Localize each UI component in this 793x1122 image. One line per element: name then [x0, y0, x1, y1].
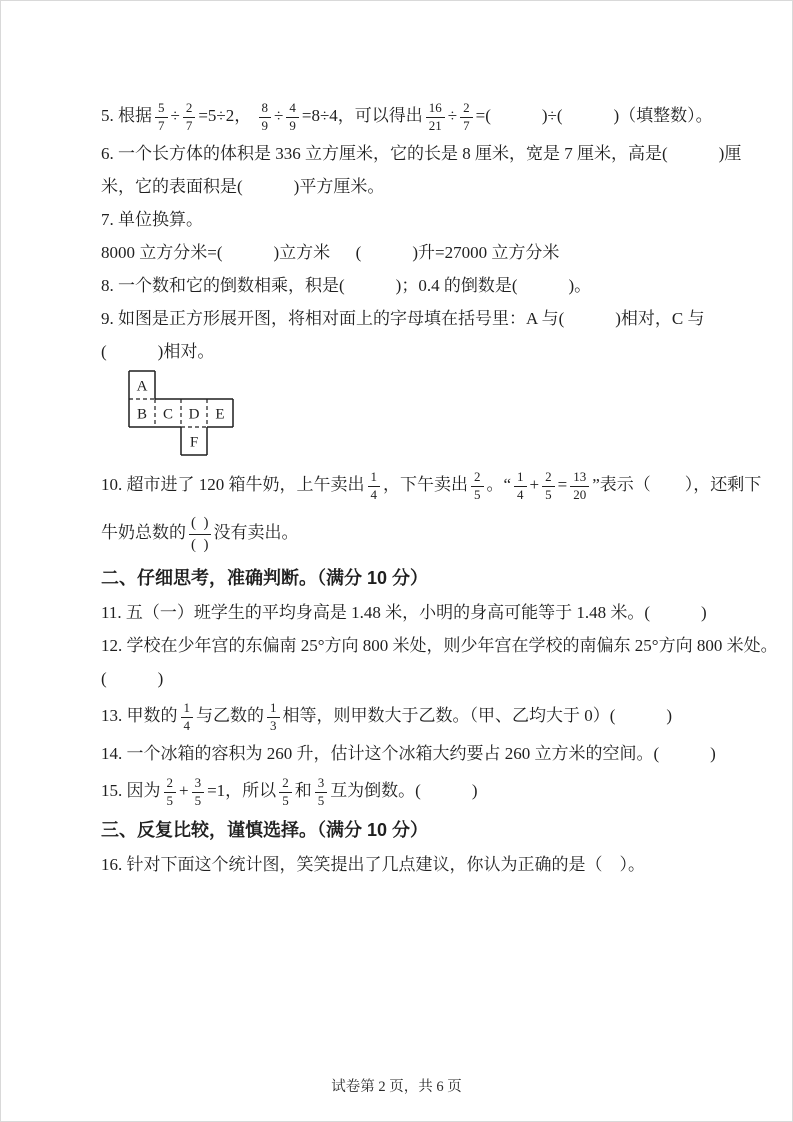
- question-5-text: ÷: [274, 106, 284, 125]
- fraction-numerator: 1: [181, 700, 194, 718]
- question-6-line-2: 米，它的表面积是( )平方厘米。: [101, 177, 385, 196]
- question-13-blank: 相等，则甲数大于乙数。（甲、乙均大于 0）( ): [282, 706, 673, 725]
- question-5-text: =8÷4，可以得出: [301, 106, 423, 125]
- fraction-1-4: [368, 469, 381, 504]
- fraction-denominator: 5: [282, 792, 289, 808]
- question-10-blank: ”表示（ ），还剩下: [592, 475, 762, 494]
- question-16: 16. 针对下面这个统计图，笑笑提出了几点建议，你认为正确的是（ ）。: [101, 855, 645, 874]
- question-5: [101, 95, 722, 137]
- fraction-numerator: 3: [315, 775, 328, 793]
- fraction-3-5: [315, 775, 328, 810]
- fraction-numerator: 2: [460, 100, 473, 118]
- question-12-line-1: 12. 学校在少年宫的东偏南 25°方向 800 米处，则少年宫在学校的南偏东 25°方向 800 米处。: [101, 636, 778, 655]
- fraction-1-4: [514, 469, 527, 504]
- question-15-blank: 互为倒数。( ): [330, 781, 478, 800]
- blank-fraction-numerator: ( ): [189, 513, 211, 535]
- fraction-denominator: 9: [289, 117, 296, 133]
- question-10-text: +: [529, 475, 540, 494]
- question-10-text: 牛奶总数的: [101, 523, 186, 542]
- fraction-denominator: 4: [370, 486, 377, 502]
- fraction-denominator: 5: [166, 792, 173, 808]
- question-8: 8. 一个数和它的倒数相乘，积是( )；0.4 的倒数是( )。: [101, 276, 592, 295]
- fraction-denominator: 5: [194, 792, 202, 808]
- cube-net-diagram: [128, 370, 234, 456]
- net-face-c: C: [162, 406, 174, 423]
- question-14: 14. 一个冰箱的容积为 260 升，估计这个冰箱大约要占 260 立方米的空间。( ): [101, 744, 716, 763]
- question-10-line-1: [101, 464, 762, 506]
- fraction-8-9: [259, 100, 272, 135]
- question-10-text: =: [557, 475, 568, 494]
- page-footer: 试卷第 2 页，共 6 页: [331, 1079, 462, 1095]
- fraction-denominator: 7: [158, 117, 165, 133]
- question-5-text: ÷: [447, 106, 458, 125]
- question-13-text: 13. 甲数的: [101, 706, 178, 725]
- question-11: 11. 五（一）班学生的平均身高是 1.48 米，小明的身高可能等于 1.48 米。( ): [101, 603, 707, 622]
- fraction-denominator: 20: [573, 486, 587, 502]
- question-5-text: 5. 根据: [101, 106, 152, 125]
- fraction-denominator: 21: [428, 117, 442, 133]
- exam-content: [1, 1, 792, 881]
- fraction-denominator: 5: [317, 792, 325, 808]
- fraction-2-5: [471, 469, 484, 504]
- fraction-numerator: 16: [426, 100, 445, 118]
- fraction-denominator: 5: [545, 486, 552, 502]
- fraction-numerator: 13: [570, 469, 589, 487]
- fraction-2-7: [460, 100, 473, 135]
- fraction-2-5: [542, 469, 555, 504]
- fraction-16-21: [426, 100, 445, 135]
- question-9-line-1: 9. 如图是正方形展开图，将相对面上的字母填在括号里：A 与( )相对，C 与: [101, 309, 705, 328]
- fraction-numerator: 2: [183, 100, 196, 118]
- fraction-5-7: [155, 100, 168, 135]
- fraction-denominator: 7: [185, 117, 193, 133]
- section-3-heading: 三、反复比较，谨慎选择。（满分 10 分）: [101, 820, 429, 840]
- question-5-text: =5÷2，: [198, 106, 256, 125]
- question-15: [101, 770, 722, 812]
- fraction-numerator: 2: [164, 775, 177, 793]
- fraction-2-7: [183, 100, 196, 135]
- section-2-heading: 二、仔细思考，准确判断。（满分 10 分）: [101, 568, 429, 588]
- question-10-text: ，下午卖出: [383, 475, 468, 494]
- cube-net-figure: [128, 370, 722, 458]
- fraction-denominator: 9: [261, 117, 269, 133]
- fraction-denominator: 5: [474, 486, 481, 502]
- question-15-text: 15. 因为: [101, 781, 161, 800]
- fraction-numerator: 2: [542, 469, 555, 487]
- fraction-1-4: [181, 700, 194, 735]
- question-9-line-2: ( )相对。: [101, 342, 215, 361]
- blank-fraction-denominator: ( ): [191, 536, 209, 553]
- fraction-numerator: 1: [368, 469, 381, 487]
- net-face-e: E: [215, 406, 225, 423]
- fraction-numerator: 3: [192, 775, 205, 793]
- fraction-numerator: 2: [279, 775, 292, 793]
- question-6-line-1: 6. 一个长方体的体积是 336 立方厘米，它的长是 8 厘米，宽是 7 厘米，高是( )厘: [101, 144, 742, 163]
- question-5-blank: =( )÷( )（填整数）。: [475, 106, 713, 125]
- fraction-numerator: 5: [155, 100, 168, 118]
- net-face-b: B: [136, 406, 148, 423]
- question-7-conversion: 8000 立方分米=( )立方米 ( )升=27000 立方分米: [101, 243, 560, 262]
- question-15-text: 和: [294, 781, 312, 800]
- fraction-3-5: [192, 775, 205, 810]
- fraction-numerator: 1: [267, 700, 280, 718]
- blank-fraction: [189, 513, 211, 556]
- fraction-denominator: 4: [517, 486, 524, 502]
- net-face-a: A: [136, 378, 148, 395]
- fraction-1-3: [267, 700, 280, 735]
- net-face-d: D: [188, 406, 200, 423]
- fraction-4-9: [286, 100, 299, 135]
- question-15-text: =1，所以: [207, 781, 277, 800]
- question-12-line-2: ( ): [101, 669, 164, 688]
- fraction-denominator: 3: [270, 717, 277, 733]
- question-10-text: 没有卖出。: [213, 523, 299, 542]
- question-7: 7. 单位换算。: [101, 210, 203, 229]
- fraction-2-5: [279, 775, 292, 810]
- net-face-f: F: [189, 434, 199, 451]
- fraction-denominator: 7: [463, 117, 470, 133]
- fraction-denominator: 4: [183, 717, 190, 733]
- question-5-text: ÷: [170, 106, 180, 125]
- fraction-numerator: 2: [471, 469, 484, 487]
- fraction-numerator: 4: [286, 100, 299, 118]
- fraction-numerator: 8: [259, 100, 272, 118]
- question-13-text: 与乙数的: [196, 706, 264, 725]
- question-10-text: 10. 超市进了 120 箱牛奶，上午卖出: [101, 475, 365, 494]
- fraction-2-5: [164, 775, 177, 810]
- question-13: [101, 695, 722, 737]
- question-10-text: 。“: [486, 475, 512, 494]
- fraction-13-20: [570, 469, 589, 504]
- fraction-numerator: 1: [514, 469, 527, 487]
- question-10-line-2: [101, 506, 722, 560]
- question-15-text: +: [179, 781, 189, 800]
